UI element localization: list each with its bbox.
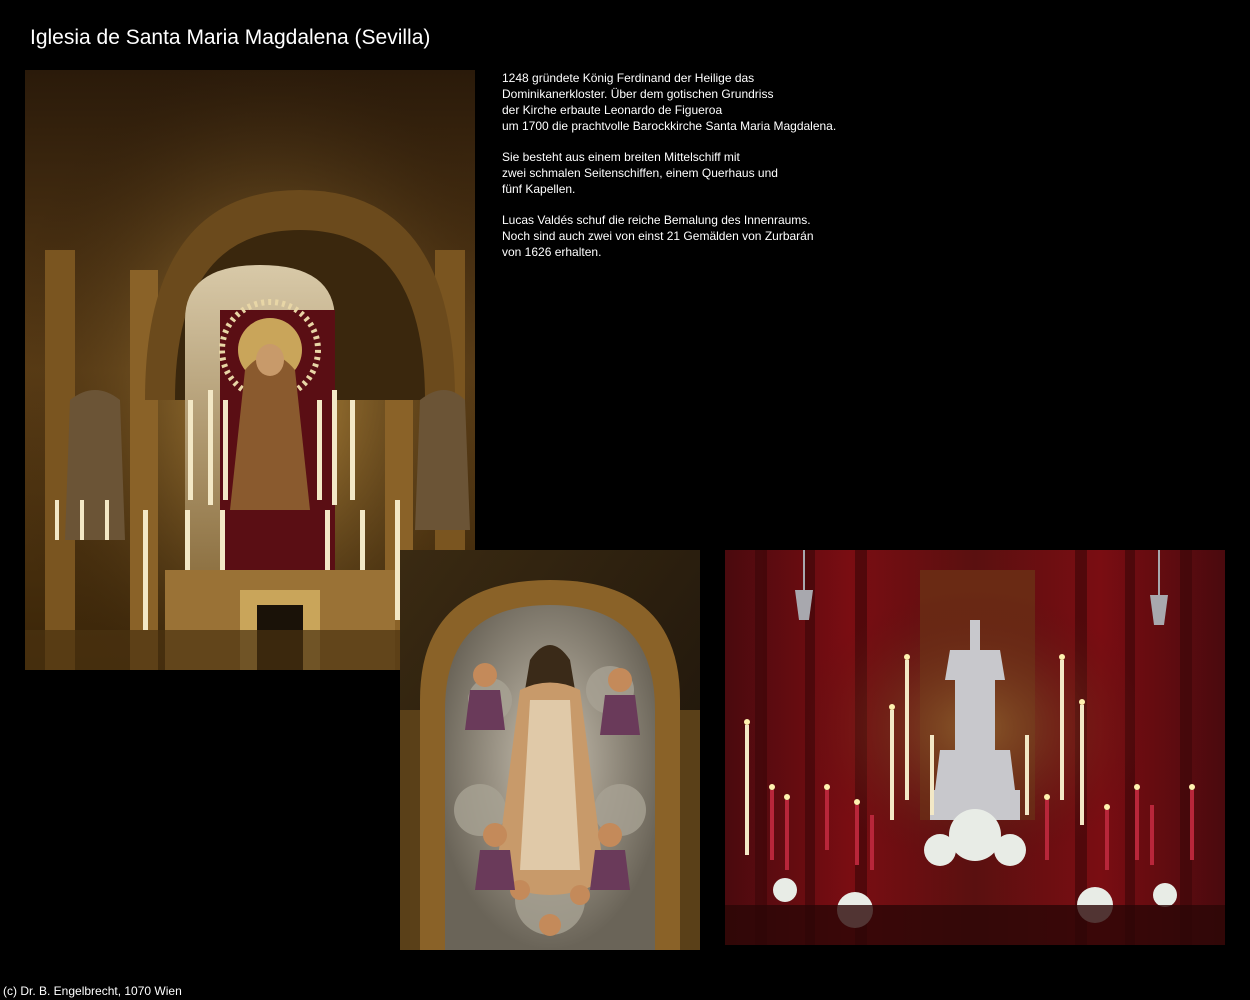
description-line: von 1626 erhalten. xyxy=(502,245,602,259)
description-line: Lucas Valdés schuf die reiche Bemalung des Innenraums. xyxy=(502,213,811,227)
monstrance-altar-image xyxy=(725,550,1225,945)
assumption-sculpture-photo xyxy=(400,550,700,950)
description-line: Noch sind auch zwei von einst 21 Gemälden von Zurbarán xyxy=(502,229,814,243)
description-line: zwei schmalen Seitenschiffen, einem Querhaus und xyxy=(502,166,778,180)
copyright-footer: (c) Dr. B. Engelbrecht, 1070 Wien xyxy=(3,984,182,998)
monstrance-altar-photo xyxy=(725,550,1225,945)
description-line: Dominikanerkloster. Über dem gotischen Grundriss xyxy=(502,87,774,101)
description-paragraph-3 xyxy=(502,212,922,260)
description-line: fünf Kapellen. xyxy=(502,182,576,196)
description-line: der Kirche erbaute Leonardo de Figueroa xyxy=(502,103,723,117)
description-line: 1248 gründete König Ferdinand der Heilige das xyxy=(502,71,755,85)
assumption-sculpture-image xyxy=(400,550,700,950)
description-paragraph-2 xyxy=(502,149,922,197)
description-line: um 1700 die prachtvolle Barockkirche Santa Maria Magdalena. xyxy=(502,119,837,133)
description-paragraph-1 xyxy=(502,70,922,134)
page-title: Iglesia de Santa Maria Magdalena (Sevilla) xyxy=(30,26,431,49)
description-line: Sie besteht aus einem breiten Mittelschiff mit xyxy=(502,150,740,164)
description-text xyxy=(502,70,922,275)
